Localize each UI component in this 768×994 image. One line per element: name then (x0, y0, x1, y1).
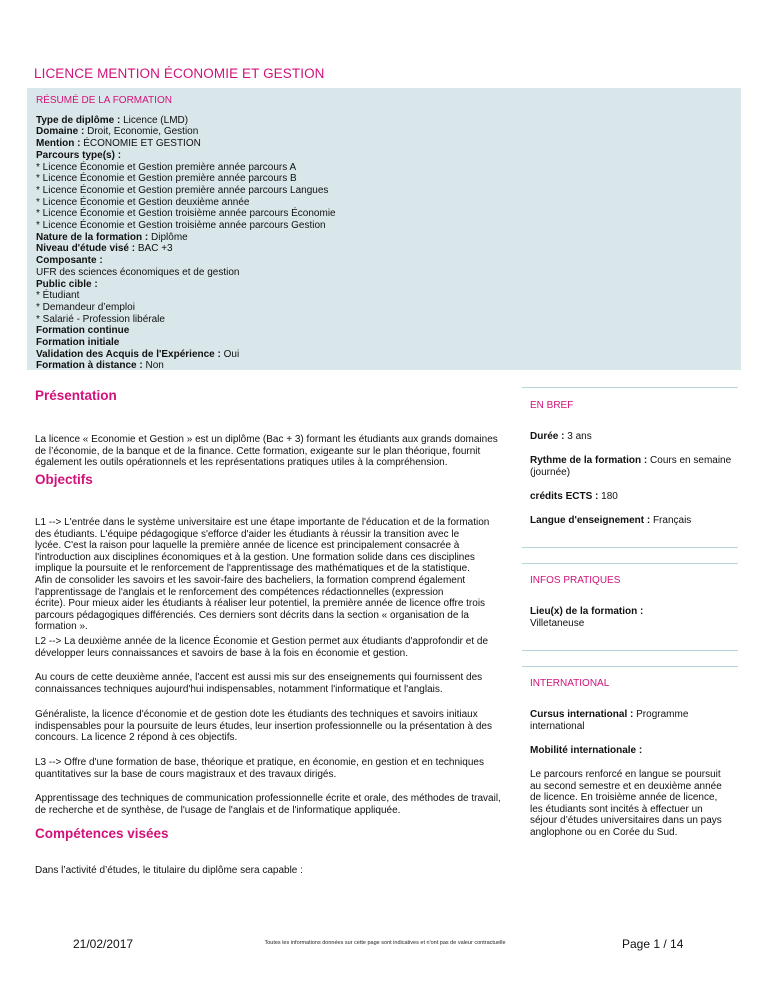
parcours-label: Parcours type(s) : (36, 149, 122, 161)
nature-line: Nature de la formation : Diplôme (36, 231, 188, 243)
parcours-item: * Licence Économie et Gestion première année parcours A (36, 161, 297, 173)
objectifs-l2: L2 --> La deuxième année de la licence Économie et Gestion permet aux étudiants d'approfondir et de développer leurs connaissances et savoirs de base à la fois en économie et gestion. (35, 636, 489, 659)
type-line: Type de diplôme : Licence (LMD) (36, 114, 189, 126)
presentation-text: La licence « Economie et Gestion » est un diplôme (Bac + 3) formant les étudiants aux grands domaines de l’économie, de la banque et de la finance. Cette formation, exigeante sur le plan théorique, fournit également les outils opérationnels et les représentations pratiques utiles à la compréhension. (35, 434, 498, 469)
page-title: LICENCE MENTION ÉCONOMIE ET GESTION (34, 66, 325, 81)
divider (522, 650, 738, 651)
international-heading: INTERNATIONAL (530, 678, 610, 689)
footer-date: 21/02/2017 (73, 937, 134, 951)
parcours-item: * Licence Économie et Gestion troisième année parcours Gestion (36, 220, 326, 232)
summary-heading: RÉSUMÉ DE LA FORMATION (36, 95, 172, 106)
parcours-item: * Licence Économie et Gestion deuxième année (36, 196, 250, 208)
niveau-line: Niveau d'étude visé : BAC +3 (36, 243, 173, 255)
distance-line: Formation à distance : Non (36, 360, 164, 372)
public-item: * Étudiant (36, 290, 80, 302)
mention-line: Mention : ÉCONOMIE ET GESTION (36, 138, 201, 150)
lieu-value: Villetaneuse (530, 618, 585, 629)
infos-heading: INFOS PRATIQUES (530, 575, 621, 586)
divider (522, 547, 738, 548)
objectifs-title: Objectifs (35, 472, 93, 487)
lieu-label: Lieu(x) de la formation : (530, 606, 644, 617)
objectifs-p4: Généraliste, la licence d'économie et de gestion dote les étudiants des techniques et savoirs initiaux indispensables pour la poursuite de leurs études, leur insertion professionnelle ou la présentation à des concours. La licence 2 répond à ces objectifs. (35, 709, 492, 744)
summary-box (27, 88, 741, 370)
vae-line: Validation des Acquis de l'Expérience : Oui (36, 348, 240, 360)
formation-continue: Formation continue (36, 325, 130, 337)
public-item: * Demandeur d’emploi (36, 301, 135, 313)
mobilite-text: Le parcours renforcé en langue se poursuit au second semestre et en deuxième année de licence. En troisième année de licence, les étudiants sont incités à effectuer un séjour d’études universitaires dans un pays anglophone ou en Corée du Sud. (530, 769, 722, 838)
parcours-item: * Licence Économie et Gestion troisième année parcours Économie (36, 208, 336, 220)
presentation-title: Présentation (35, 388, 117, 403)
page-number: Page 1 / 14 (622, 937, 684, 951)
parcours-item: * Licence Économie et Gestion première année parcours Langues (36, 184, 329, 196)
langue-line: Langue d'enseignement : Français (530, 515, 692, 526)
competences-intro: Dans l’activité d’études, le titulaire du diplôme sera capable : (35, 865, 303, 876)
public-label: Public cible : (36, 278, 98, 290)
competences-title: Compétences visées (35, 826, 169, 841)
formation-initiale: Formation initiale (36, 337, 120, 349)
objectifs-p6: Apprentissage des techniques de communication professionnelle écrite et orale, des méthodes de travail, de recherche et de synthèse, de l'usage de l'anglais et de l'informatique appliquée. (35, 793, 501, 816)
composante-value: UFR des sciences économiques et de gestion (36, 266, 240, 278)
objectifs-l1: L1 --> L'entrée dans le système universitaire est une étape importante de l'éducation et de la formation des étudiants. L'équipe pédagogique s'efforce d'aider les étudiants à réussir la transition avec le lycée. C'est la raison pour laquelle la première année de licence est principalement consacrée à l'introduction aux disciplines économiques et à la gestion. Une formation solide dans ces disciplines implique la poursuite et le renforcement de l'apprentissage des mathématiques et de la statistique. Afin de consolider les savoirs et les savoir-faire des bacheliers, la formation comprend également l'apprentissage de l'anglais et le renforcement des compétences rédactionnelles (expression écrite). Pour mieux aider les étudiants à réaliser leur potentiel, la première année de licence offre trois parcours pédagogiques différenciés. Ces derniers sont décrits dans la section « organisation de la formation ». (35, 517, 490, 633)
divider (522, 563, 738, 564)
public-item: * Salarié - Profession libérale (36, 313, 165, 325)
objectifs-l3: L3 --> Offre d'une formation de base, théorique et pratique, en économie, en gestion et en techniques quantitatives sur la base de cours magistraux et des travaux dirigés. (35, 757, 484, 780)
ects-line: crédits ECTS : 180 (530, 491, 618, 502)
duree-line: Durée : 3 ans (530, 431, 592, 442)
composante-label: Composante : (36, 255, 103, 267)
divider (522, 387, 738, 388)
objectifs-p3: Au cours de cette deuxième année, l'accent est aussi mis sur des enseignements qui fournissent des connaissances techniques aujourd'hui indispensables, notamment l'informatique et l'anglais. (35, 672, 483, 695)
domaine-line: Domaine : Droit, Economie, Gestion (36, 126, 199, 138)
parcours-item: * Licence Économie et Gestion première année parcours B (36, 173, 297, 185)
rythme-line: Rythme de la formation : Cours en semaine (journée) (530, 455, 732, 478)
divider (522, 666, 738, 667)
mobilite-label: Mobilité internationale : (530, 745, 643, 756)
cursus-line: Cursus international : Programme international (530, 709, 689, 732)
en-bref-heading: EN BREF (530, 400, 574, 411)
footer-disclaimer: Toutes les informations données sur cette page sont indicatives et n'ont pas de valeur contractuelle (264, 940, 506, 946)
